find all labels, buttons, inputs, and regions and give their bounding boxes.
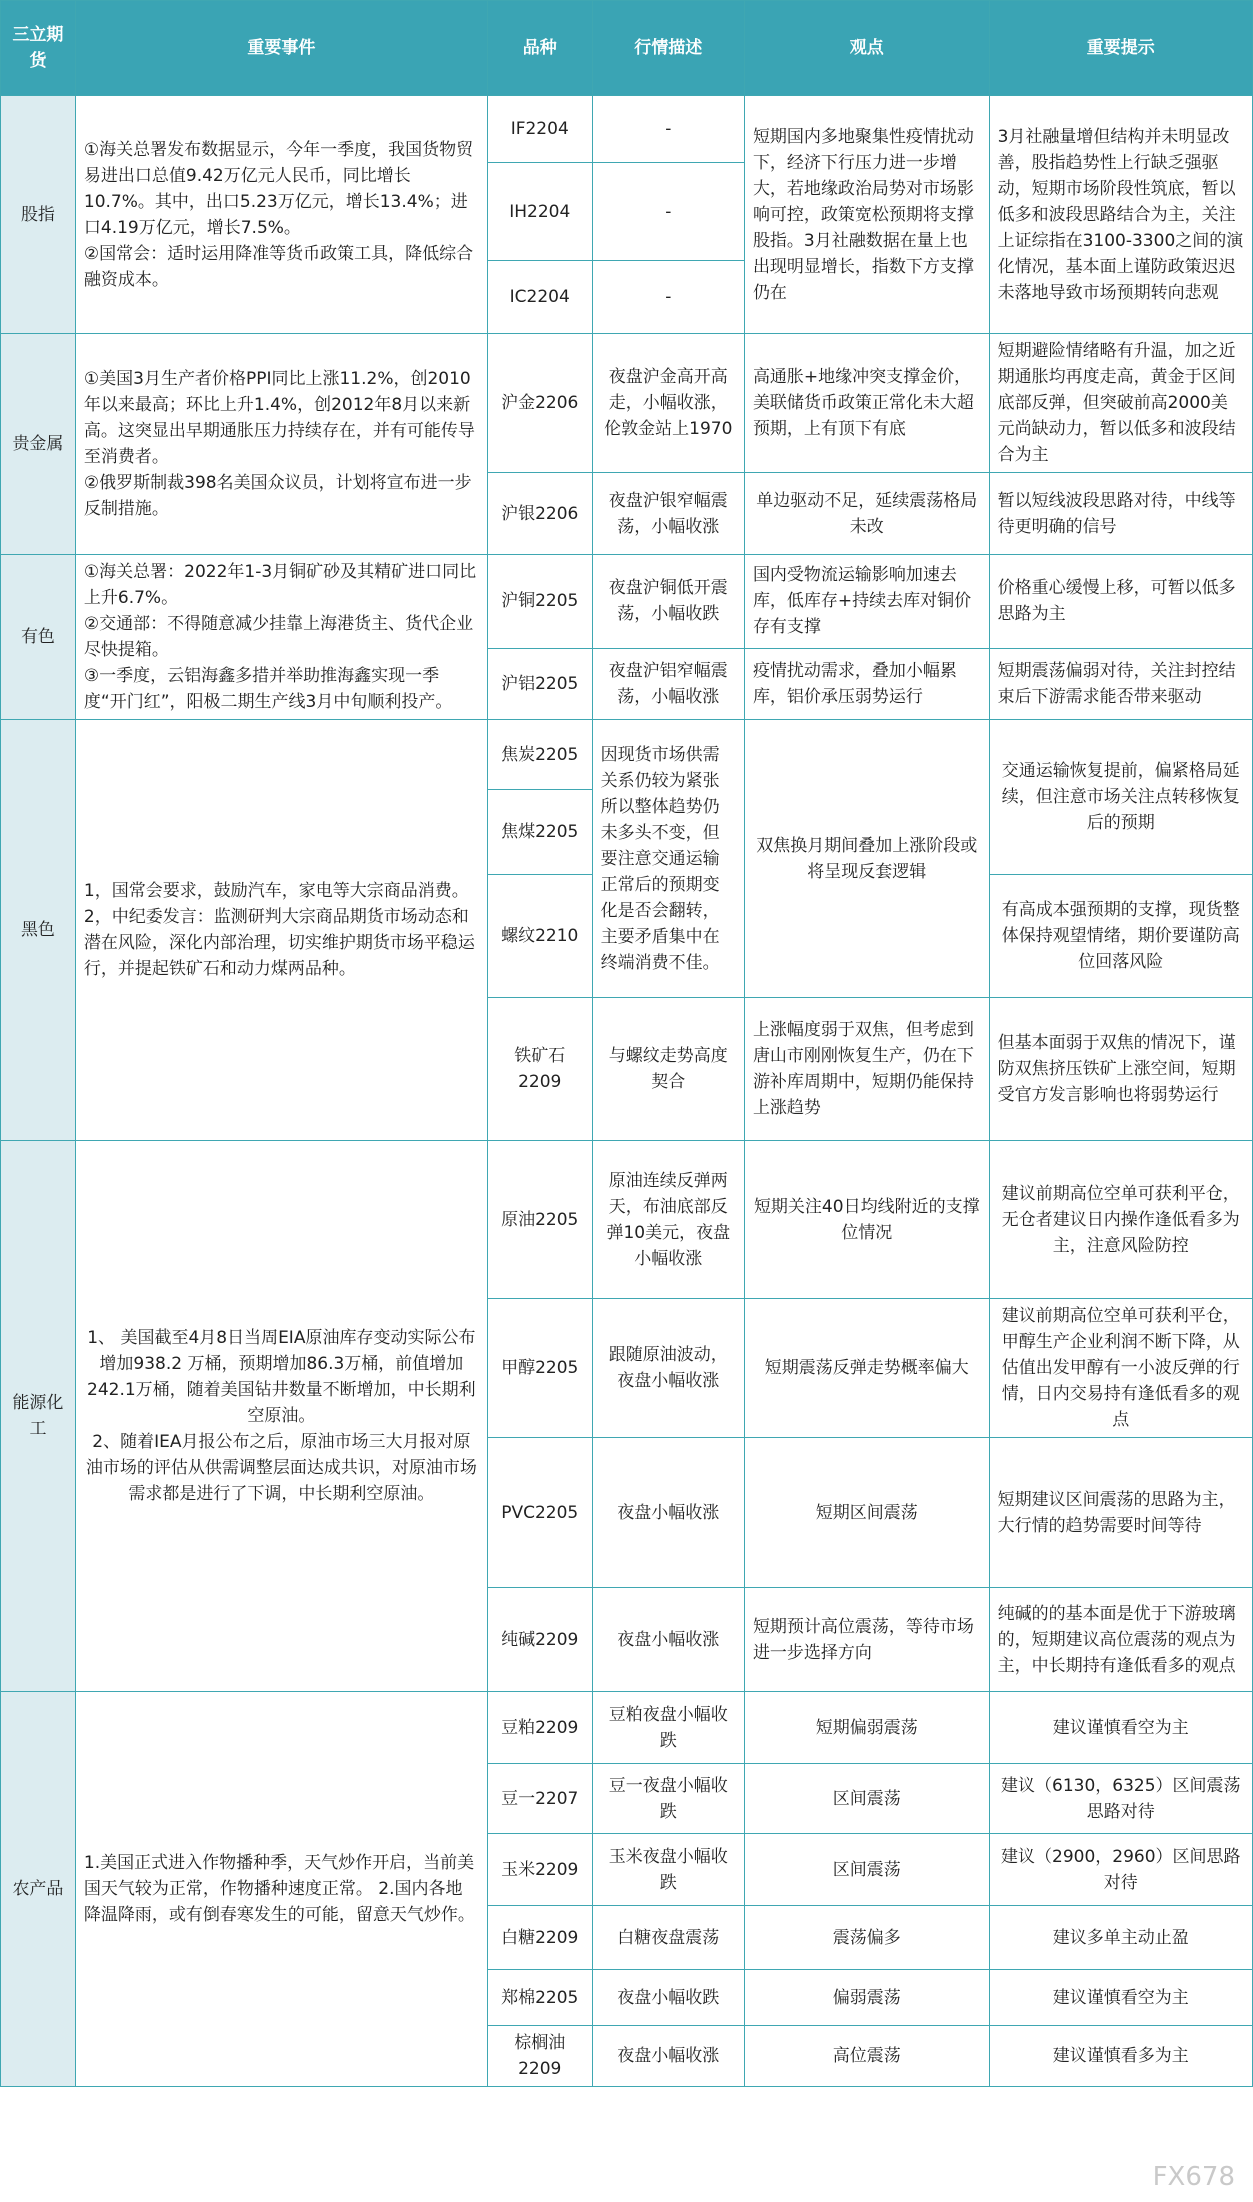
- variety-cell: 沪铝2205: [487, 648, 592, 719]
- market-cell: -: [592, 261, 744, 334]
- variety-cell: 玉米2209: [487, 1834, 592, 1906]
- market-cell: 夜盘小幅收涨: [592, 2026, 744, 2087]
- view-cell: 短期偏弱震荡: [744, 1692, 989, 1764]
- variety-cell: 豆一2207: [487, 1764, 592, 1834]
- tips-cell: 暂以短线波段思路对待，中线等待更明确的信号: [989, 473, 1252, 555]
- variety-cell: IH2204: [487, 163, 592, 261]
- variety-cell: 棕榈油2209: [487, 2026, 592, 2087]
- view-cell: 上涨幅度弱于双焦，但考虑到唐山市刚刚恢复生产，仍在下游补库周期中，短期仍能保持上涨趋势: [744, 998, 989, 1141]
- market-cell: 豆一夜盘小幅收跌: [592, 1764, 744, 1834]
- variety-cell: 沪银2206: [487, 473, 592, 555]
- market-cell: 玉米夜盘小幅收跌: [592, 1834, 744, 1906]
- market-cell: 与螺纹走势高度契合: [592, 998, 744, 1141]
- variety-cell: IF2204: [487, 96, 592, 163]
- variety-cell: 白糖2209: [487, 1906, 592, 1970]
- variety-cell: 甲醇2205: [487, 1299, 592, 1438]
- market-cell: 豆粕夜盘小幅收跌: [592, 1692, 744, 1764]
- variety-cell: 豆粕2209: [487, 1692, 592, 1764]
- market-cell: 夜盘沪银窄幅震荡，小幅收涨: [592, 473, 744, 555]
- view-cell: 区间震荡: [744, 1764, 989, 1834]
- tips-cell: 建议谨慎看多为主: [989, 2026, 1252, 2087]
- header-events: 重要事件: [75, 1, 487, 96]
- market-cell: 白糖夜盘震荡: [592, 1906, 744, 1970]
- events-precious: ①美国3月生产者价格PPI同比上涨11.2%，创2010年以来最高；环比上升1.4%，创2012年8月以来新高。这突显出早期通胀压力持续存在，并有可能传导至消费者。 ②俄罗斯制裁398名美国众议员，计划将宣布进一步反制措施。: [75, 334, 487, 555]
- tips-cell: 建议前期高位空单可获利平仓，无仓者建议日内操作逢低看多为主，注意风险防控: [989, 1141, 1252, 1299]
- tips-ferrous-coke: 交通运输恢复提前，偏紧格局延续，但注意市场关注点转移恢复后的预期: [989, 720, 1252, 875]
- sector-equity: 股指: [1, 96, 76, 334]
- tips-cell: 纯碱的的基本面是优于下游玻璃的，短期建议高位震荡的观点为主，中长期持有逢低看多的观点: [989, 1588, 1252, 1692]
- events-energy: 1、 美国截至4月8日当周EIA原油库存变动实际公布增加938.2 万桶，预期增加86.3万桶，前值增加242.1万桶，随着美国钻井数量不断增加，中长期利空原油。 2、随着IEA月报公布之后，原油市场三大月报对原油市场的评估从供需调整层面达成共识，对原油市场需求都是进行了下调，中长期利空原油。: [75, 1141, 487, 1692]
- header-view: 观点: [744, 1, 989, 96]
- header-variety: 品种: [487, 1, 592, 96]
- table-row: [1, 1692, 1253, 1764]
- tips-cell: 建议多单主动止盈: [989, 1906, 1252, 1970]
- view-cell: 短期震荡反弹走势概率偏大: [744, 1299, 989, 1438]
- market-cell: 夜盘沪铜低开震荡，小幅收跌: [592, 555, 744, 649]
- market-cell: 夜盘沪铝窄幅震荡，小幅收涨: [592, 648, 744, 719]
- market-cell: 夜盘小幅收跌: [592, 1970, 744, 2026]
- view-cell: 短期预计高位震荡，等待市场进一步选择方向: [744, 1588, 989, 1692]
- view-cell: 短期区间震荡: [744, 1438, 989, 1588]
- variety-cell: 沪金2206: [487, 334, 592, 473]
- table-row: [1, 1141, 1253, 1299]
- view-cell: 区间震荡: [744, 1834, 989, 1906]
- view-cell: 国内受物流运输影响加速去库，低库存+持续去库对铜价存有支撑: [744, 555, 989, 649]
- table-row: [1, 555, 1253, 649]
- variety-cell: PVC2205: [487, 1438, 592, 1588]
- market-cell: -: [592, 163, 744, 261]
- header-market: 行情描述: [592, 1, 744, 96]
- view-ferrous-shared: 双焦换月期间叠加上涨阶段或将呈现反套逻辑: [744, 720, 989, 998]
- sector-precious: 贵金属: [1, 334, 76, 555]
- events-nonferrous: ①海关总署：2022年1-3月铜矿砂及其精矿进口同比上升6.7%。 ②交通部：不得随意减少挂靠上海港货主、货代企业尽快提箱。 ③一季度，云铝海鑫多措并举助推海鑫实现一季度“开门红”，阳极二期生产线3月中旬顺利投产。: [75, 555, 487, 720]
- tips-cell: 建议谨慎看空为主: [989, 1692, 1252, 1764]
- tips-ferrous-rebar: 有高成本强预期的支撑，现货整体保持观望情绪，期价要谨防高位回落风险: [989, 875, 1252, 998]
- market-cell: -: [592, 96, 744, 163]
- view-cell: 震荡偏多: [744, 1906, 989, 1970]
- header-tips: 重要提示: [989, 1, 1252, 96]
- view-cell: 短期关注40日均线附近的支撑位情况: [744, 1141, 989, 1299]
- variety-cell: 焦煤2205: [487, 790, 592, 875]
- variety-cell: 焦炭2205: [487, 720, 592, 790]
- variety-cell: IC2204: [487, 261, 592, 334]
- view-cell: 高通胀+地缘冲突支撑金价，美联储货币政策正常化未大超预期，上有顶下有底: [744, 334, 989, 473]
- view-equity: 短期国内多地聚集性疫情扰动下，经济下行压力进一步增大，若地缘政治局势对市场影响可控，政策宽松预期将支撑股指。3月社融数据在量上也出现明显增长，指数下方支撑仍在: [744, 96, 989, 334]
- events-ferrous: 1，国常会要求，鼓励汽车，家电等大宗商品消费。 2，中纪委发言：监测研判大宗商品期货市场动态和潜在风险，深化内部治理，切实维护期货市场平稳运行，并提起铁矿石和动力煤两品种。: [75, 720, 487, 1141]
- variety-cell: 原油2205: [487, 1141, 592, 1299]
- sector-nonferrous: 有色: [1, 555, 76, 720]
- market-cell: 跟随原油波动，夜盘小幅收涨: [592, 1299, 744, 1438]
- view-cell: 偏弱震荡: [744, 1970, 989, 2026]
- market-cell: 夜盘沪金高开高走，小幅收涨，伦敦金站上1970: [592, 334, 744, 473]
- market-ferrous-shared: 因现货市场供需关系仍较为紧张所以整体趋势仍未多头不变，但要注意交通运输正常后的预期变化是否会翻转，主要矛盾集中在终端消费不佳。: [592, 720, 744, 998]
- variety-cell: 铁矿石2209: [487, 998, 592, 1141]
- tips-cell: 但基本面弱于双焦的情况下，谨防双焦挤压铁矿上涨空间，短期受官方发言影响也将弱势运行: [989, 998, 1252, 1141]
- market-cell: 原油连续反弹两天，布油底部反弹10美元，夜盘小幅收涨: [592, 1141, 744, 1299]
- header-row: [1, 1, 1253, 96]
- view-cell: 疫情扰动需求，叠加小幅累库，铝价承压弱势运行: [744, 648, 989, 719]
- sector-energy: 能源化工: [1, 1141, 76, 1692]
- table-row: [1, 720, 1253, 790]
- variety-cell: 沪铜2205: [487, 555, 592, 649]
- tips-cell: 短期避险情绪略有升温，加之近期通胀均再度走高，黄金于区间底部反弹，但突破前高2000美元尚缺动力，暂以低多和波段结合为主: [989, 334, 1252, 473]
- tips-cell: 建议谨慎看空为主: [989, 1970, 1252, 2026]
- sector-ferrous: 黑色: [1, 720, 76, 1141]
- table-row: [1, 96, 1253, 163]
- events-agri: 1.美国正式进入作物播种季，天气炒作开启，当前美国天气较为正常，作物播种速度正常。 2.国内各地降温降雨，或有倒春寒发生的可能，留意天气炒作。: [75, 1692, 487, 2087]
- tips-equity: 3月社融量增但结构并未明显改善，股指趋势性上行缺乏强驱动，短期市场阶段性筑底，暂以低多和波段思路结合为主，关注上证综指在3100-3300之间的演化情况，基本面上谨防政策迟迟未落地导致市场预期转向悲观: [989, 96, 1252, 334]
- view-cell: 单边驱动不足，延续震荡格局未改: [744, 473, 989, 555]
- table-row: [1, 334, 1253, 473]
- header-sector: 三立期货: [1, 1, 76, 96]
- view-cell: 高位震荡: [744, 2026, 989, 2087]
- tips-cell: 建议（2900，2960）区间思路对待: [989, 1834, 1252, 1906]
- watermark-text: FX678: [1152, 2162, 1235, 2192]
- tips-cell: 建议（6130，6325）区间震荡思路对待: [989, 1764, 1252, 1834]
- variety-cell: 纯碱2209: [487, 1588, 592, 1692]
- tips-cell: 价格重心缓慢上移，可暂以低多思路为主: [989, 555, 1252, 649]
- events-equity: ①海关总署发布数据显示，今年一季度，我国货物贸易进出口总值9.42万亿元人民币，同比增长10.7%。其中，出口5.23万亿元，增长13.4%；进口4.19万亿元，增长7.5%。 ②国常会：适时运用降准等货币政策工具，降低综合融资成本。: [75, 96, 487, 334]
- tips-cell: 短期建议区间震荡的思路为主，大行情的趋势需要时间等待: [989, 1438, 1252, 1588]
- market-cell: 夜盘小幅收涨: [592, 1438, 744, 1588]
- sector-agri: 农产品: [1, 1692, 76, 2087]
- market-cell: 夜盘小幅收涨: [592, 1588, 744, 1692]
- tips-cell: 短期震荡偏弱对待，关注封控结束后下游需求能否带来驱动: [989, 648, 1252, 719]
- tips-cell: 建议前期高位空单可获利平仓，甲醇生产企业利润不断下降，从估值出发甲醇有一小波反弹的行情，日内交易持有逢低看多的观点: [989, 1299, 1252, 1438]
- variety-cell: 郑棉2205: [487, 1970, 592, 2026]
- variety-cell: 螺纹2210: [487, 875, 592, 998]
